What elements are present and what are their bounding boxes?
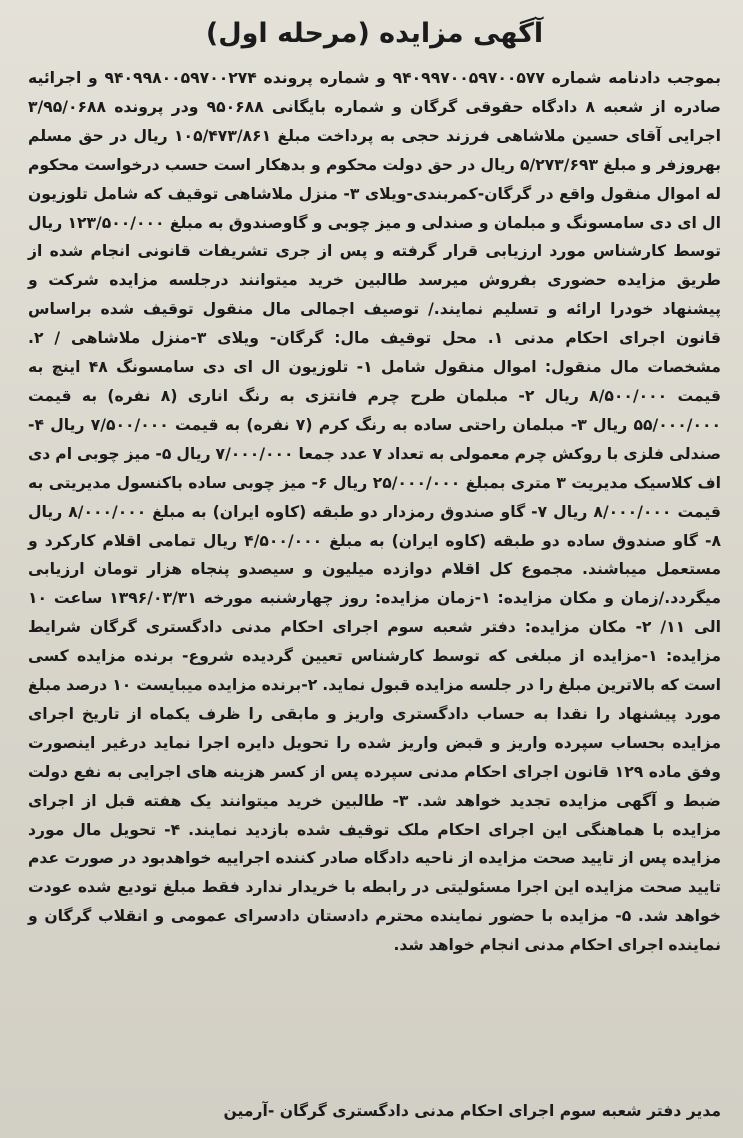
notice-title: آگهی مزایده (مرحله اول) [205,18,544,49]
notice-signature: مدیر دفتر شعبه سوم اجرای احکام مدنی دادگستری گرگان -آرمین [223,1102,721,1120]
notice-body: بموجب دادنامه شماره ۹۴۰۹۹۷۰۰۵۹۷۰۰۵۷۷ و شماره پرونده ۹۴۰۹۹۸۰۰۵۹۷۰۰۲۷۴ و اجرائیه صادره از شعبه ۸ دادگاه حقوقی گرگان و شماره بایگانی ۹۵۰۶۸۸ ودر پرونده ۳/۹۵/۰۶۸۸ اجرایی آقای حسین ملاشاهی فرزند حجی به پرداخت مبلغ ۱۰۵/۴۷۳/۸۶۱ ریال در حق مسلم بهروزفر و مبلغ ۵/۲۷۳/۶۹۳ ریال در حق دولت محکوم و بدهکار است حسب درخواست محکوم له اموال منقول واقع در گرگان-کمربندی-ویلای ۳- منزل ملاشاهی توقیف که شامل تلوزیون ال ای دی سامسونگ و مبلمان و صندلی و میز چوبی و گاوصندوق به مبلغ ۱۲۳/۵۰۰/۰۰۰ ریال توسط کارشناس مورد ارزیابی قرار گرفته و پس از جری تشریفات قانونی انجام شده از طریق مزایده حضوری بفروش میرسد طالبین خرید میتوانند درجلسه مزایده شرکت و پیشنهاد خودرا ارائه و تسلیم نمایند./ توصیف اجمالی مال منقول توقیف شده براساس قانون اجرای احکام مدنی ۱. محل توقیف مال: گرگان- ویلای ۳-منزل ملاشاهی / ۲. مشخصات مال منقول: اموال منقول شامل ۱- تلوزیون ال ای دی سامسونگ ۴۸ اینچ به قیمت ۸/۵۰۰/۰۰۰ ریال ۲- مبلمان طرح چرم فانتزی به رنگ اناری (۸ نفره) به قیمت ۵۵/۰۰۰/۰۰۰ ریال ۳- مبلمان راحتی ساده به رنگ کرم (۷ نفره) به قیمت ۷/۵۰۰/۰۰۰ ریال ۴- صندلی فلزی با روکش چرم معمولی به تعداد ۷ عدد جمعا ۷/۰۰۰/۰۰۰ ریال ۵- میز چوبی ام دی اف کلاسیک مدیریت ۳ متری بمبلغ ۲۵/۰۰۰/۰۰۰ ریال ۶- میز چوبی ساده باکنسول مدیریتی به قیمت ۸/۰۰۰/۰۰۰ ریال ۷- گاو صندوق رمزدار دو طبقه (کاوه ایران) به مبلغ ۸/۰۰۰/۰۰۰ ریال ۸- گاو صندوق ساده دو طبقه (کاوه ایران) به مبلغ ۴/۵۰۰/۰۰۰ ریال تمامی اقلام کارکرد و مستعمل میباشند. مجموع کل اقلام دوازده میلیون و سیصدو پنجاه هزار تومان ارزیابی میگردد./زمان و مکان مزایده: ۱-زمان مزایده: روز چهارشنبه مورخه ۱۳۹۶/۰۳/۳۱ ساعت ۱۰ الی ۱۱/ ۲- مکان مزایده: دفتر شعبه سوم اجرای احکام مدنی دادگستری گرگان شرایط مزایده: ۱-مزایده از مبلغی که توسط کارشناس تعیین گردیده شروع- برنده مزایده کسی است که بالاترین مبلغ را در جلسه مزایده قبول نماید. ۲-برنده مزایده میبایست ۱۰ درصد مبلغ مورد پیشنهاد را نقدا به حساب دادگستری واریز و مابقی را ظرف یکماه از تاریخ اجرای مزایده بحساب سپرده واریز و قبض واریز شده را تحویل دایره اجرا نماید درغیر اینصورت وفق ماده ۱۲۹ قانون اجرای احکام مدنی سپرده پس از کسر هزینه های اجرایی به نفع دولت ضبط و آگهی مزایده تجدید خواهد شد. ۳- طالبین خرید میتوانند یک هفته قبل از اجرای مزایده با هماهنگی این اجرای احکام ملک توقیف شده بازدید نمایند. ۴- تحویل مال مورد مزایده پس از تایید صحت مزایده از ناحیه دادگاه صادر کننده اجراییه خواهدبود در صورت عدم تایید صحت مزایده این اجرا مسئولیتی در رابطه با خریدار ندارد فقط مبلغ تودیع شده عودت خواهد شد. ۵- مزایده با حضور نماینده محترم دادستان دادسرای عمومی و انقلاب گرگان و نماینده اجرای احکام مدنی انجام خواهد شد. [28,69,722,955]
